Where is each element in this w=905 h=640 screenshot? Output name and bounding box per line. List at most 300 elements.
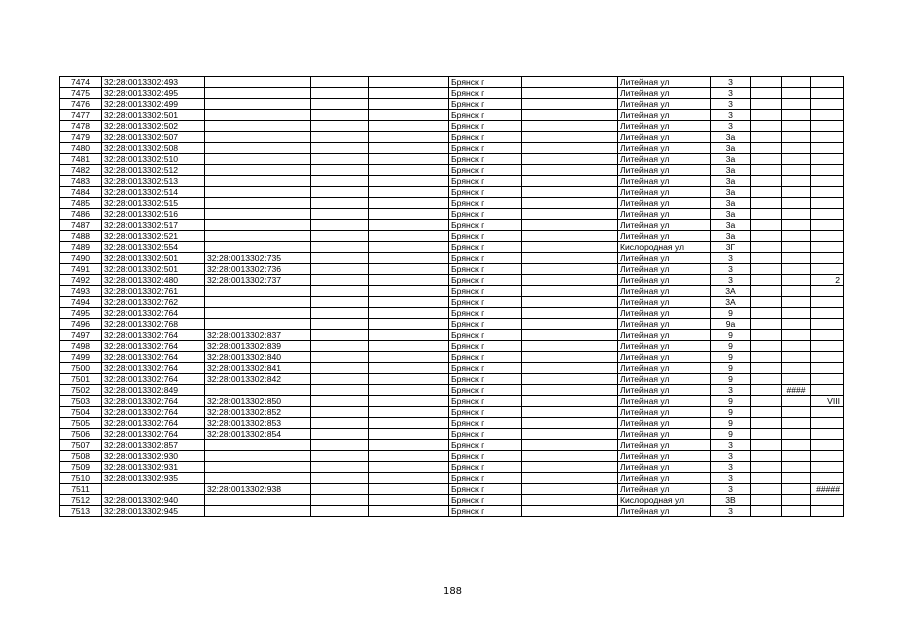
city-cell: Брянск г: [449, 198, 522, 209]
city-cell: Брянск г: [449, 165, 522, 176]
table-row: [60, 451, 844, 462]
row-number-cell: 7482: [60, 165, 102, 176]
extra-cell: [751, 176, 782, 187]
extra-cell: [751, 165, 782, 176]
street-cell: Литейная ул: [618, 363, 711, 374]
extra-cell: [751, 242, 782, 253]
empty-cell: [311, 396, 369, 407]
empty-cell: [369, 121, 449, 132]
empty-cell: [311, 462, 369, 473]
cadastral-number-cell: 32:28:0013302:764: [102, 429, 205, 440]
extra-cell: [782, 220, 811, 231]
extra-cell: [751, 198, 782, 209]
row-number-cell: 7489: [60, 242, 102, 253]
row-number-cell: 7511: [60, 484, 102, 495]
empty-cell: [311, 429, 369, 440]
cadastral-number-cell: 32:28:0013302:945: [102, 506, 205, 517]
street-cell: Литейная ул: [618, 165, 711, 176]
extra-cell: [782, 374, 811, 385]
empty-cell: [522, 198, 618, 209]
cadastral-number-cell: 32:28:0013302:521: [102, 231, 205, 242]
house-number-cell: 3: [711, 275, 751, 286]
sub-cadastral-number-cell: 32:28:0013302:840: [205, 352, 311, 363]
empty-cell: [522, 154, 618, 165]
extra-cell: [751, 231, 782, 242]
city-cell: Брянск г: [449, 154, 522, 165]
empty-cell: [369, 418, 449, 429]
table-row: [60, 220, 844, 231]
extra-cell: [751, 264, 782, 275]
house-number-cell: 3Г: [711, 242, 751, 253]
sub-cadastral-number-cell: [205, 308, 311, 319]
empty-cell: [369, 297, 449, 308]
extra-cell: [782, 396, 811, 407]
extra-cell: [811, 330, 844, 341]
city-cell: Брянск г: [449, 110, 522, 121]
extra-cell: [811, 363, 844, 374]
extra-cell: [782, 484, 811, 495]
empty-cell: [311, 99, 369, 110]
empty-cell: [311, 319, 369, 330]
sub-cadastral-number-cell: [205, 319, 311, 330]
extra-cell: [811, 77, 844, 88]
extra-cell: [751, 220, 782, 231]
empty-cell: [369, 99, 449, 110]
house-number-cell: 9: [711, 341, 751, 352]
extra-cell: [811, 154, 844, 165]
table-row: [60, 440, 844, 451]
empty-cell: [522, 308, 618, 319]
extra-cell: [751, 418, 782, 429]
city-cell: Брянск г: [449, 220, 522, 231]
empty-cell: [311, 341, 369, 352]
extra-cell: [782, 132, 811, 143]
empty-cell: [522, 143, 618, 154]
extra-cell: [751, 132, 782, 143]
cadastral-number-cell: 32:28:0013302:554: [102, 242, 205, 253]
extra-cell: [811, 297, 844, 308]
extra-cell: [782, 253, 811, 264]
city-cell: Брянск г: [449, 462, 522, 473]
street-cell: Литейная ул: [618, 330, 711, 341]
street-cell: Литейная ул: [618, 88, 711, 99]
house-number-cell: 3: [711, 506, 751, 517]
empty-cell: [522, 88, 618, 99]
house-number-cell: 3а: [711, 209, 751, 220]
extra-cell: [782, 110, 811, 121]
street-cell: Литейная ул: [618, 396, 711, 407]
extra-cell: [811, 209, 844, 220]
extra-cell: [782, 165, 811, 176]
table-row: [60, 176, 844, 187]
cadastral-number-cell: 32:28:0013302:502: [102, 121, 205, 132]
empty-cell: [311, 220, 369, 231]
empty-cell: [369, 330, 449, 341]
extra-cell: [782, 176, 811, 187]
house-number-cell: 9: [711, 352, 751, 363]
empty-cell: [311, 330, 369, 341]
sub-cadastral-number-cell: 32:28:0013302:737: [205, 275, 311, 286]
sub-cadastral-number-cell: [205, 209, 311, 220]
table-row: [60, 462, 844, 473]
empty-cell: [311, 209, 369, 220]
city-cell: Брянск г: [449, 297, 522, 308]
extra-cell: [811, 88, 844, 99]
street-cell: Литейная ул: [618, 286, 711, 297]
table-row: [60, 418, 844, 429]
empty-cell: [522, 341, 618, 352]
empty-cell: [369, 264, 449, 275]
extra-cell: [811, 385, 844, 396]
empty-cell: [369, 440, 449, 451]
extra-cell: #####: [811, 484, 844, 495]
street-cell: Литейная ул: [618, 319, 711, 330]
empty-cell: [369, 374, 449, 385]
cadastral-number-cell: 32:28:0013302:517: [102, 220, 205, 231]
cadastral-number-cell: 32:28:0013302:764: [102, 330, 205, 341]
extra-cell: [811, 187, 844, 198]
extra-cell: [782, 231, 811, 242]
extra-cell: [782, 143, 811, 154]
street-cell: Литейная ул: [618, 385, 711, 396]
extra-cell: [782, 352, 811, 363]
sub-cadastral-number-cell: [205, 440, 311, 451]
city-cell: Брянск г: [449, 418, 522, 429]
empty-cell: [311, 363, 369, 374]
empty-cell: [369, 286, 449, 297]
empty-cell: [369, 352, 449, 363]
table-row: [60, 495, 844, 506]
extra-cell: [751, 396, 782, 407]
extra-cell: [782, 308, 811, 319]
house-number-cell: 3: [711, 385, 751, 396]
city-cell: Брянск г: [449, 308, 522, 319]
empty-cell: [311, 242, 369, 253]
extra-cell: [782, 154, 811, 165]
row-number-cell: 7508: [60, 451, 102, 462]
extra-cell: [751, 451, 782, 462]
empty-cell: [522, 352, 618, 363]
extra-cell: [811, 319, 844, 330]
cadastral-number-cell: 32:28:0013302:935: [102, 473, 205, 484]
empty-cell: [522, 363, 618, 374]
extra-cell: [811, 121, 844, 132]
table-row: [60, 198, 844, 209]
table-row: [60, 143, 844, 154]
table-row: [60, 242, 844, 253]
empty-cell: [311, 308, 369, 319]
street-cell: Литейная ул: [618, 484, 711, 495]
row-number-cell: 7495: [60, 308, 102, 319]
extra-cell: [811, 220, 844, 231]
sub-cadastral-number-cell: [205, 462, 311, 473]
row-number-cell: 7492: [60, 275, 102, 286]
table-row: [60, 231, 844, 242]
empty-cell: [311, 77, 369, 88]
empty-cell: [369, 88, 449, 99]
empty-cell: [522, 187, 618, 198]
extra-cell: [751, 319, 782, 330]
empty-cell: [522, 374, 618, 385]
empty-cell: [522, 297, 618, 308]
table-row: [60, 264, 844, 275]
row-number-cell: 7474: [60, 77, 102, 88]
house-number-cell: 9: [711, 407, 751, 418]
extra-cell: [751, 275, 782, 286]
empty-cell: [369, 396, 449, 407]
extra-cell: [782, 330, 811, 341]
row-number-cell: 7503: [60, 396, 102, 407]
sub-cadastral-number-cell: [205, 154, 311, 165]
extra-cell: [811, 198, 844, 209]
extra-cell: [811, 308, 844, 319]
empty-cell: [311, 253, 369, 264]
empty-cell: [369, 231, 449, 242]
extra-cell: [751, 473, 782, 484]
empty-cell: [522, 396, 618, 407]
house-number-cell: 3а: [711, 176, 751, 187]
cadastral-number-cell: 32:28:0013302:857: [102, 440, 205, 451]
street-cell: Литейная ул: [618, 473, 711, 484]
cadastral-number-cell: 32:28:0013302:515: [102, 198, 205, 209]
city-cell: Брянск г: [449, 231, 522, 242]
city-cell: Брянск г: [449, 407, 522, 418]
empty-cell: [311, 231, 369, 242]
table-row: [60, 319, 844, 330]
table-row: [60, 352, 844, 363]
extra-cell: [782, 506, 811, 517]
sub-cadastral-number-cell: [205, 187, 311, 198]
house-number-cell: 3а: [711, 165, 751, 176]
sub-cadastral-number-cell: [205, 231, 311, 242]
cadastral-number-cell: 32:28:0013302:514: [102, 187, 205, 198]
house-number-cell: 3: [711, 253, 751, 264]
sub-cadastral-number-cell: 32:28:0013302:837: [205, 330, 311, 341]
cadastral-number-cell: 32:28:0013302:510: [102, 154, 205, 165]
empty-cell: [522, 110, 618, 121]
empty-cell: [311, 275, 369, 286]
street-cell: Литейная ул: [618, 506, 711, 517]
sub-cadastral-number-cell: 32:28:0013302:854: [205, 429, 311, 440]
street-cell: Литейная ул: [618, 99, 711, 110]
table-row: [60, 110, 844, 121]
empty-cell: [369, 495, 449, 506]
house-number-cell: 3а: [711, 132, 751, 143]
sub-cadastral-number-cell: 32:28:0013302:842: [205, 374, 311, 385]
house-number-cell: 3: [711, 440, 751, 451]
empty-cell: [369, 253, 449, 264]
empty-cell: [522, 495, 618, 506]
cadastral-number-cell: [102, 484, 205, 495]
extra-cell: [782, 187, 811, 198]
sub-cadastral-number-cell: [205, 88, 311, 99]
row-number-cell: 7506: [60, 429, 102, 440]
row-number-cell: 7493: [60, 286, 102, 297]
empty-cell: [369, 275, 449, 286]
empty-cell: [369, 176, 449, 187]
house-number-cell: 3В: [711, 495, 751, 506]
cadastral-number-cell: 32:28:0013302:764: [102, 363, 205, 374]
extra-cell: [751, 363, 782, 374]
empty-cell: [311, 495, 369, 506]
row-number-cell: 7488: [60, 231, 102, 242]
row-number-cell: 7509: [60, 462, 102, 473]
house-number-cell: 3а: [711, 143, 751, 154]
street-cell: Литейная ул: [618, 429, 711, 440]
house-number-cell: 3а: [711, 187, 751, 198]
house-number-cell: 9: [711, 363, 751, 374]
empty-cell: [522, 77, 618, 88]
extra-cell: [751, 121, 782, 132]
extra-cell: [811, 264, 844, 275]
table-row: [60, 308, 844, 319]
row-number-cell: 7500: [60, 363, 102, 374]
sub-cadastral-number-cell: [205, 132, 311, 143]
house-number-cell: 3А: [711, 286, 751, 297]
house-number-cell: 3: [711, 99, 751, 110]
table-row: [60, 374, 844, 385]
empty-cell: [311, 418, 369, 429]
table-row: [60, 429, 844, 440]
empty-cell: [522, 275, 618, 286]
sub-cadastral-number-cell: [205, 77, 311, 88]
city-cell: Брянск г: [449, 429, 522, 440]
extra-cell: [811, 231, 844, 242]
empty-cell: [369, 462, 449, 473]
empty-cell: [522, 451, 618, 462]
extra-cell: VIII: [811, 396, 844, 407]
empty-cell: [522, 319, 618, 330]
city-cell: Брянск г: [449, 77, 522, 88]
cadastral-number-cell: 32:28:0013302:762: [102, 297, 205, 308]
table-row: [60, 275, 844, 286]
extra-cell: [751, 495, 782, 506]
extra-cell: [782, 451, 811, 462]
cadastral-number-cell: 32:28:0013302:764: [102, 374, 205, 385]
table-row: [60, 77, 844, 88]
table-row: [60, 473, 844, 484]
sub-cadastral-number-cell: 32:28:0013302:841: [205, 363, 311, 374]
empty-cell: [311, 451, 369, 462]
extra-cell: [811, 242, 844, 253]
table-row: [60, 363, 844, 374]
sub-cadastral-number-cell: 32:28:0013302:850: [205, 396, 311, 407]
street-cell: Литейная ул: [618, 418, 711, 429]
sub-cadastral-number-cell: [205, 286, 311, 297]
city-cell: Брянск г: [449, 473, 522, 484]
table-row: [60, 154, 844, 165]
house-number-cell: 3: [711, 88, 751, 99]
sub-cadastral-number-cell: [205, 99, 311, 110]
empty-cell: [311, 165, 369, 176]
street-cell: Литейная ул: [618, 462, 711, 473]
sub-cadastral-number-cell: 32:28:0013302:736: [205, 264, 311, 275]
empty-cell: [522, 506, 618, 517]
city-cell: Брянск г: [449, 121, 522, 132]
sub-cadastral-number-cell: [205, 506, 311, 517]
table-row: [60, 330, 844, 341]
data-table: [59, 76, 844, 517]
empty-cell: [522, 429, 618, 440]
empty-cell: [369, 187, 449, 198]
extra-cell: [811, 341, 844, 352]
house-number-cell: 3: [711, 484, 751, 495]
street-cell: Литейная ул: [618, 352, 711, 363]
extra-cell: [751, 286, 782, 297]
empty-cell: [369, 77, 449, 88]
extra-cell: [751, 330, 782, 341]
extra-cell: [782, 121, 811, 132]
table-row: [60, 385, 844, 396]
row-number-cell: 7513: [60, 506, 102, 517]
house-number-cell: 9: [711, 418, 751, 429]
street-cell: Литейная ул: [618, 77, 711, 88]
extra-cell: [782, 418, 811, 429]
extra-cell: [782, 99, 811, 110]
cadastral-number-cell: 32:28:0013302:930: [102, 451, 205, 462]
city-cell: Брянск г: [449, 374, 522, 385]
empty-cell: [522, 385, 618, 396]
extra-cell: [782, 407, 811, 418]
city-cell: Брянск г: [449, 242, 522, 253]
empty-cell: [369, 429, 449, 440]
extra-cell: [751, 506, 782, 517]
house-number-cell: 3: [711, 264, 751, 275]
sub-cadastral-number-cell: [205, 143, 311, 154]
cadastral-number-cell: 32:28:0013302:507: [102, 132, 205, 143]
extra-cell: [751, 352, 782, 363]
empty-cell: [522, 473, 618, 484]
empty-cell: [369, 506, 449, 517]
street-cell: Литейная ул: [618, 176, 711, 187]
extra-cell: [751, 462, 782, 473]
empty-cell: [311, 440, 369, 451]
empty-cell: [522, 330, 618, 341]
street-cell: Литейная ул: [618, 275, 711, 286]
extra-cell: [782, 264, 811, 275]
empty-cell: [311, 374, 369, 385]
empty-cell: [522, 484, 618, 495]
extra-cell: [782, 473, 811, 484]
row-number-cell: 7498: [60, 341, 102, 352]
extra-cell: [811, 132, 844, 143]
extra-cell: [751, 187, 782, 198]
city-cell: Брянск г: [449, 495, 522, 506]
city-cell: Брянск г: [449, 484, 522, 495]
row-number-cell: 7510: [60, 473, 102, 484]
city-cell: Брянск г: [449, 363, 522, 374]
extra-cell: [811, 418, 844, 429]
extra-cell: [811, 473, 844, 484]
cadastral-number-cell: 32:28:0013302:931: [102, 462, 205, 473]
sub-cadastral-number-cell: [205, 451, 311, 462]
extra-cell: [782, 242, 811, 253]
house-number-cell: 3: [711, 473, 751, 484]
city-cell: Брянск г: [449, 396, 522, 407]
extra-cell: [751, 374, 782, 385]
row-number-cell: 7497: [60, 330, 102, 341]
street-cell: Литейная ул: [618, 341, 711, 352]
extra-cell: [751, 209, 782, 220]
sub-cadastral-number-cell: [205, 165, 311, 176]
row-number-cell: 7496: [60, 319, 102, 330]
city-cell: Брянск г: [449, 187, 522, 198]
extra-cell: [782, 363, 811, 374]
empty-cell: [369, 473, 449, 484]
sub-cadastral-number-cell: [205, 473, 311, 484]
extra-cell: [811, 165, 844, 176]
row-number-cell: 7481: [60, 154, 102, 165]
